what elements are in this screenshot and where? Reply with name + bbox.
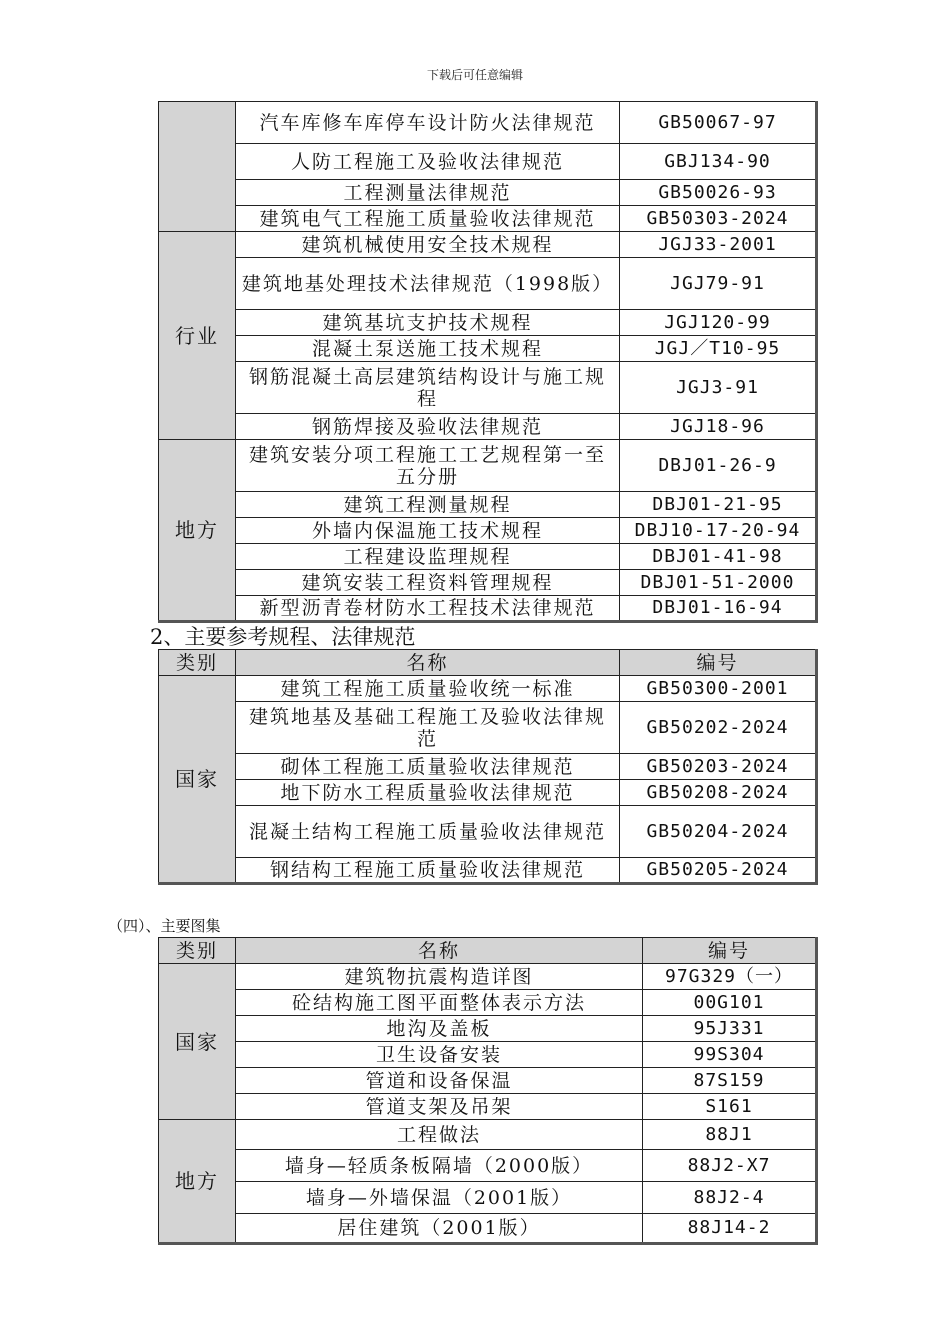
- table-row: [159, 258, 817, 310]
- name-cell: 混凝土结构工程施工质量验收法律规范: [236, 806, 620, 858]
- code-cell: GB50205-2024: [620, 858, 817, 884]
- code-cell: 95J331: [643, 1016, 817, 1042]
- table-row: [159, 780, 817, 806]
- table-header-row: [159, 650, 817, 676]
- code-cell: GB50208-2024: [620, 780, 817, 806]
- name-cell: 钢筋混凝土高层建筑结构设计与施工规程: [236, 362, 620, 414]
- name-cell: 建筑安装分项工程施工工艺规程第一至五分册: [236, 440, 620, 492]
- table-row: [159, 310, 817, 336]
- header-name: 名称: [236, 938, 643, 964]
- code-cell: GB50303-2024: [620, 206, 817, 232]
- code-cell: JGJ3-91: [620, 362, 817, 414]
- name-cell: 钢结构工程施工质量验收法律规范: [236, 858, 620, 884]
- category-cell: 国家: [159, 676, 236, 884]
- code-cell: 87S159: [643, 1068, 817, 1094]
- header-category: 类别: [159, 938, 236, 964]
- name-cell: 建筑电气工程施工质量验收法律规范: [236, 206, 620, 232]
- table-row: [159, 570, 817, 596]
- reference-standards-table: [158, 649, 818, 885]
- code-cell: DBJ10-17-20-94: [620, 518, 817, 544]
- table-row: [159, 492, 817, 518]
- table-row: [159, 858, 817, 884]
- table-row: [159, 1214, 817, 1244]
- name-cell: 卫生设备安装: [236, 1042, 643, 1068]
- table-row: [159, 990, 817, 1016]
- name-cell: 汽车库修车库停车设计防火法律规范: [236, 102, 620, 144]
- name-cell: 地下防水工程质量验收法律规范: [236, 780, 620, 806]
- table-row: [159, 206, 817, 232]
- code-cell: DBJ01-21-95: [620, 492, 817, 518]
- table-row: [159, 1182, 817, 1214]
- name-cell: 混凝土泵送施工技术规程: [236, 336, 620, 362]
- name-cell: 建筑工程施工质量验收统一标准: [236, 676, 620, 702]
- category-cell: 国家: [159, 964, 236, 1120]
- header-name: 名称: [236, 650, 620, 676]
- table-row: [159, 1016, 817, 1042]
- name-cell: 建筑工程测量规程: [236, 492, 620, 518]
- code-cell: JGJ79-91: [620, 258, 817, 310]
- code-cell: GB50202-2024: [620, 702, 817, 754]
- table-row: [159, 1150, 817, 1182]
- table-row: [159, 362, 817, 414]
- table-row: [159, 440, 817, 492]
- code-cell: GB50204-2024: [620, 806, 817, 858]
- code-cell: 97G329（一）: [643, 964, 817, 990]
- table-row: [159, 336, 817, 362]
- code-cell: GBJ134-90: [620, 144, 817, 180]
- standards-table-continued: [158, 101, 818, 623]
- code-cell: JGJ33-2001: [620, 232, 817, 258]
- code-cell: JGJ18-96: [620, 414, 817, 440]
- name-cell: 地沟及盖板: [236, 1016, 643, 1042]
- code-cell: JGJ／T10-95: [620, 336, 817, 362]
- name-cell: 砼结构施工图平面整体表示方法: [236, 990, 643, 1016]
- code-cell: 88J1: [643, 1120, 817, 1150]
- section-title: 2、主要参考规程、法律规范: [150, 625, 416, 649]
- table-row: [159, 232, 817, 258]
- code-cell: 88J2-4: [643, 1182, 817, 1214]
- table-row: [159, 544, 817, 570]
- table-row: [159, 414, 817, 440]
- code-cell: DBJ01-16-94: [620, 596, 817, 622]
- code-cell: JGJ120-99: [620, 310, 817, 336]
- table-row: [159, 144, 817, 180]
- table-row: [159, 1094, 817, 1120]
- name-cell: 建筑基坑支护技术规程: [236, 310, 620, 336]
- category-cell: [159, 102, 236, 232]
- name-cell: 居住建筑（2001版）: [236, 1214, 643, 1244]
- name-cell: 建筑机械使用安全技术规程: [236, 232, 620, 258]
- name-cell: 管道支架及吊架: [236, 1094, 643, 1120]
- code-cell: DBJ01-41-98: [620, 544, 817, 570]
- name-cell: 建筑地基处理技术法律规范（1998版）: [236, 258, 620, 310]
- table-row: [159, 806, 817, 858]
- name-cell: 管道和设备保温: [236, 1068, 643, 1094]
- code-cell: 88J2-X7: [643, 1150, 817, 1182]
- table-row: [159, 964, 817, 990]
- drawing-atlas-table: [158, 937, 818, 1245]
- table-row: [159, 676, 817, 702]
- name-cell: 外墙内保温施工技术规程: [236, 518, 620, 544]
- code-cell: GB50067-97: [620, 102, 817, 144]
- table-row: [159, 702, 817, 754]
- name-cell: 建筑安装工程资料管理规程: [236, 570, 620, 596]
- category-cell: 地方: [159, 440, 236, 622]
- category-cell: 行业: [159, 232, 236, 440]
- name-cell: 墙身—轻质条板隔墙（2000版）: [236, 1150, 643, 1182]
- code-cell: GB50300-2001: [620, 676, 817, 702]
- table-row: [159, 518, 817, 544]
- table-row: [159, 180, 817, 206]
- code-cell: 99S304: [643, 1042, 817, 1068]
- name-cell: 人防工程施工及验收法律规范: [236, 144, 620, 180]
- section-subtitle: （四）、主要图集: [108, 917, 221, 935]
- table-row: [159, 754, 817, 780]
- category-cell: 地方: [159, 1120, 236, 1244]
- table-row: [159, 1120, 817, 1150]
- code-cell: 88J14-2: [643, 1214, 817, 1244]
- table-row: [159, 102, 817, 144]
- code-cell: DBJ01-51-2000: [620, 570, 817, 596]
- code-cell: S161: [643, 1094, 817, 1120]
- code-cell: GB50026-93: [620, 180, 817, 206]
- name-cell: 钢筋焊接及验收法律规范: [236, 414, 620, 440]
- code-cell: DBJ01-26-9: [620, 440, 817, 492]
- name-cell: 建筑物抗震构造详图: [236, 964, 643, 990]
- header-note: 下载后可任意编辑: [426, 68, 523, 82]
- header-category: 类别: [159, 650, 236, 676]
- name-cell: 工程测量法律规范: [236, 180, 620, 206]
- code-cell: 00G101: [643, 990, 817, 1016]
- table-row: [159, 1042, 817, 1068]
- name-cell: 墙身—外墙保温（2001版）: [236, 1182, 643, 1214]
- name-cell: 砌体工程施工质量验收法律规范: [236, 754, 620, 780]
- name-cell: 工程做法: [236, 1120, 643, 1150]
- header-code: 编号: [643, 938, 817, 964]
- name-cell: 建筑地基及基础工程施工及验收法律规范: [236, 702, 620, 754]
- table-row: [159, 596, 817, 622]
- header-code: 编号: [620, 650, 817, 676]
- name-cell: 新型沥青卷材防水工程技术法律规范: [236, 596, 620, 622]
- code-cell: GB50203-2024: [620, 754, 817, 780]
- name-cell: 工程建设监理规程: [236, 544, 620, 570]
- table-row: [159, 1068, 817, 1094]
- table-header-row: [159, 938, 817, 964]
